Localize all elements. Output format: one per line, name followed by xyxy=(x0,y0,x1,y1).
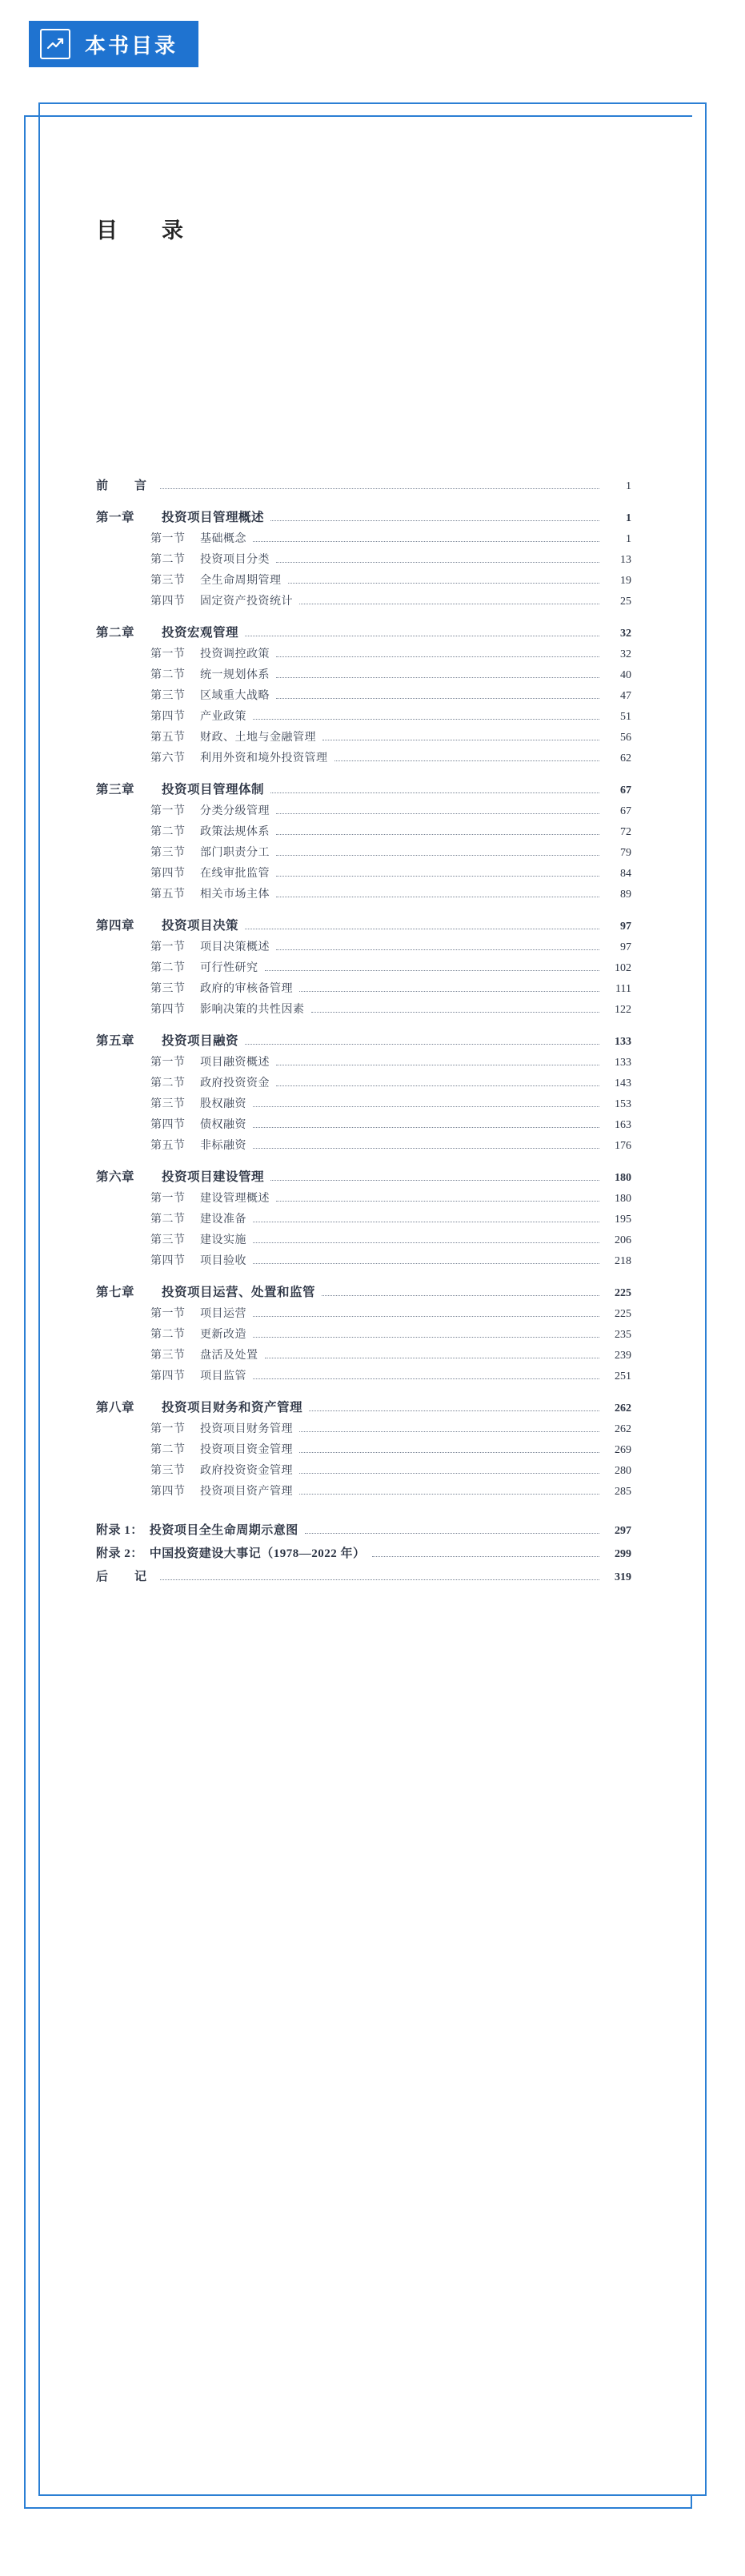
section-title: 政府投资资金 xyxy=(200,1077,270,1089)
toc-label xyxy=(96,1035,238,1048)
section-number: 第三节 xyxy=(150,847,186,859)
toc-section[interactable] xyxy=(96,1057,631,1069)
toc-section[interactable] xyxy=(96,1235,631,1246)
leader-dots xyxy=(253,719,599,720)
toc-page-number: 47 xyxy=(620,690,631,702)
section-number: 第五节 xyxy=(150,732,186,744)
section-title: 投资项目分类 xyxy=(200,554,270,566)
toc-section[interactable] xyxy=(96,827,631,838)
toc-chapter[interactable] xyxy=(96,784,631,901)
toc-section[interactable] xyxy=(96,1194,631,1205)
section-number: 第三节 xyxy=(150,983,186,995)
section-title: 项目验收 xyxy=(200,1255,246,1267)
toc-page-number: 176 xyxy=(615,1140,631,1152)
toc-label xyxy=(96,1402,302,1414)
toc-label xyxy=(150,869,270,880)
toc-page-number: 206 xyxy=(615,1234,631,1246)
leader-dots xyxy=(288,583,600,584)
toc-chapter[interactable] xyxy=(96,512,631,608)
leader-dots xyxy=(253,1378,599,1379)
toc-section[interactable] xyxy=(96,712,631,723)
section-number: 第三节 xyxy=(150,690,186,702)
toc-appendix-group xyxy=(96,1525,631,1583)
leader-dots xyxy=(322,1295,599,1296)
section-title: 建设实施 xyxy=(200,1234,246,1246)
toc-page-number: 133 xyxy=(615,1057,631,1069)
toc-section[interactable] xyxy=(96,984,631,995)
leader-dots xyxy=(276,876,599,877)
toc-label xyxy=(150,1141,246,1152)
toc-label xyxy=(150,1194,270,1205)
section-title: 投资项目财务管理 xyxy=(200,1423,293,1435)
toc-label xyxy=(96,512,264,524)
section-number: 第一节 xyxy=(150,533,186,545)
toc-page-number: 262 xyxy=(615,1402,631,1414)
section-title: 区域重大战略 xyxy=(200,690,270,702)
section-number: 第四节 xyxy=(150,1370,186,1382)
leader-dots xyxy=(253,1148,599,1149)
toc-page-number: 269 xyxy=(615,1444,631,1456)
toc-section[interactable] xyxy=(96,596,631,608)
leader-dots xyxy=(276,949,599,950)
section-number: 第四节 xyxy=(150,1486,186,1498)
leader-dots xyxy=(265,970,600,971)
section-title: 利用外资和境外投资管理 xyxy=(200,752,328,764)
toc-section[interactable] xyxy=(96,1078,631,1089)
toc-page-number: 1 xyxy=(626,533,631,545)
section-number: 第三节 xyxy=(150,1098,186,1110)
chapter-number: 第二章 xyxy=(96,626,135,640)
toc-page-number: 1 xyxy=(626,480,631,492)
toc-label xyxy=(96,627,238,640)
section-number: 第一节 xyxy=(150,1057,186,1069)
leader-dots xyxy=(299,991,599,992)
section-title: 盘活及处置 xyxy=(200,1350,258,1362)
toc-section[interactable] xyxy=(96,1371,631,1382)
section-title: 分类分级管理 xyxy=(200,805,270,817)
toc-page-number: 218 xyxy=(615,1255,631,1267)
chapter-title: 投资项目决策 xyxy=(162,919,239,933)
toc-page-number: 163 xyxy=(615,1119,631,1131)
toc-label xyxy=(150,1350,258,1362)
toc-page-number: 19 xyxy=(620,575,631,587)
toc-page-number: 32 xyxy=(620,648,631,660)
leader-dots xyxy=(299,1452,599,1453)
toc-section[interactable] xyxy=(96,555,631,566)
toc-section[interactable] xyxy=(96,670,631,681)
toc-label xyxy=(150,806,270,817)
section-title: 部门职责分工 xyxy=(200,847,270,859)
toc-label xyxy=(150,1256,246,1267)
toc-label xyxy=(150,827,270,838)
chapter-title: 投资项目融资 xyxy=(162,1034,239,1048)
toc-label xyxy=(150,534,246,545)
section-title: 项目决策概述 xyxy=(200,941,270,953)
toc-section[interactable] xyxy=(96,1445,631,1456)
toc-section[interactable] xyxy=(96,942,631,953)
section-number: 第四节 xyxy=(150,596,186,608)
chart-line-icon xyxy=(40,29,70,59)
leader-dots xyxy=(160,488,599,489)
section-title: 投资项目资金管理 xyxy=(200,1444,293,1456)
toc-page-number: 67 xyxy=(620,805,631,817)
chapter-number: 第七章 xyxy=(96,1286,135,1299)
toc-section[interactable] xyxy=(96,576,631,587)
toc-page-number: 67 xyxy=(620,784,631,796)
toc-label xyxy=(96,784,264,796)
toc-label xyxy=(150,1078,270,1089)
toc-page-number: 133 xyxy=(615,1036,631,1048)
toc-label: 附录 2： 中国投资建设大事记（1978—2022 年） xyxy=(96,1547,366,1560)
toc-label xyxy=(150,1445,293,1456)
toc-page-number: 62 xyxy=(620,752,631,764)
toc-label xyxy=(150,1099,246,1110)
toc-section[interactable] xyxy=(96,889,631,901)
toc-page-number: 285 xyxy=(615,1486,631,1498)
section-number: 第二节 xyxy=(150,554,186,566)
toc-page-number: 195 xyxy=(615,1214,631,1226)
page-title: 目 录 xyxy=(96,219,194,243)
toc-section[interactable] xyxy=(96,869,631,880)
section-number: 第一节 xyxy=(150,1423,186,1435)
leader-dots xyxy=(276,834,599,835)
chapter-title: 投资项目管理体制 xyxy=(162,783,265,796)
toc-section[interactable] xyxy=(96,1214,631,1226)
toc-page-number: 143 xyxy=(615,1077,631,1089)
toc-page-number: 84 xyxy=(620,868,631,880)
toc-page-number: 225 xyxy=(615,1308,631,1320)
toc-label xyxy=(150,1120,246,1131)
section-number: 第四节 xyxy=(150,868,186,880)
toc-section[interactable] xyxy=(96,753,631,764)
leader-dots xyxy=(270,1180,599,1181)
chapter-number: 第六章 xyxy=(96,1170,135,1184)
toc-chapter[interactable] xyxy=(96,627,631,764)
section-title: 影响决策的共性因素 xyxy=(200,1004,305,1016)
leader-dots xyxy=(276,855,599,856)
section-title: 建设管理概述 xyxy=(200,1193,270,1205)
chapter-title: 投资项目管理概述 xyxy=(162,511,265,524)
toc-page-number: 280 xyxy=(615,1465,631,1477)
section-title: 项目融资概述 xyxy=(200,1057,270,1069)
toc-page-number: 102 xyxy=(615,962,631,974)
toc-label xyxy=(150,1214,246,1226)
section-number: 第二节 xyxy=(150,1329,186,1341)
section-title: 统一规划体系 xyxy=(200,669,270,681)
leader-dots xyxy=(245,1044,599,1045)
toc-section[interactable] xyxy=(96,1141,631,1152)
toc-label xyxy=(150,1371,246,1382)
toc-page-number: 180 xyxy=(615,1193,631,1205)
toc-section[interactable] xyxy=(96,1005,631,1016)
leader-dots xyxy=(299,1494,599,1495)
toc-label xyxy=(150,732,316,744)
section-number: 第一节 xyxy=(150,1193,186,1205)
toc-label xyxy=(150,1424,293,1435)
toc-label xyxy=(150,1487,293,1498)
section-number: 第四节 xyxy=(150,1004,186,1016)
section-title: 投资调控政策 xyxy=(200,648,270,660)
section-title: 可行性研究 xyxy=(200,962,258,974)
leader-dots xyxy=(276,813,599,814)
toc-entry-appendix[interactable] xyxy=(96,1525,631,1537)
leader-dots xyxy=(253,1242,599,1243)
section-number: 第三节 xyxy=(150,575,186,587)
leader-dots xyxy=(299,1473,599,1474)
leader-dots xyxy=(276,1201,599,1202)
toc-page-number: 122 xyxy=(615,1004,631,1016)
toc-label xyxy=(150,555,270,566)
chapter-number: 第五章 xyxy=(96,1034,135,1048)
leader-dots xyxy=(253,541,599,542)
table-of-contents xyxy=(72,480,660,1583)
toc-page-number: 111 xyxy=(615,983,631,995)
section-number: 第六节 xyxy=(150,752,186,764)
toc-label xyxy=(150,596,293,608)
leader-dots xyxy=(253,1337,599,1338)
toc-label xyxy=(150,848,270,859)
section-number: 第二节 xyxy=(150,669,186,681)
section-number: 第四节 xyxy=(150,711,186,723)
toc-chapter[interactable] xyxy=(96,1035,631,1152)
toc-section[interactable] xyxy=(96,534,631,545)
toc-section[interactable] xyxy=(96,1424,631,1435)
toc-label xyxy=(150,963,258,974)
toc-page-number: 1 xyxy=(626,512,631,524)
toc-section[interactable] xyxy=(96,848,631,859)
section-title: 建设准备 xyxy=(200,1214,246,1226)
leader-dots xyxy=(309,1410,599,1411)
leader-dots xyxy=(253,1316,599,1317)
leader-dots xyxy=(270,520,599,521)
toc-label xyxy=(150,1057,270,1069)
section-number: 第二节 xyxy=(150,1214,186,1226)
toc-page-number: 319 xyxy=(615,1571,631,1583)
toc-label xyxy=(150,670,270,681)
toc-page-number: 97 xyxy=(620,941,631,953)
toc-page-number: 72 xyxy=(620,826,631,838)
toc-chapter[interactable] xyxy=(96,1286,631,1382)
leader-dots xyxy=(253,1127,599,1128)
toc-label xyxy=(150,649,270,660)
toc-page-number: 13 xyxy=(620,554,631,566)
toc-label xyxy=(150,712,246,723)
section-title: 在线审批监管 xyxy=(200,868,270,880)
leader-dots xyxy=(305,1533,599,1534)
leader-dots xyxy=(276,1085,599,1086)
toc-page-number: 299 xyxy=(615,1548,631,1560)
section-number: 第五节 xyxy=(150,889,186,901)
section-number: 第二节 xyxy=(150,826,186,838)
toc-label xyxy=(96,1286,315,1299)
header-title: 本书目录 xyxy=(85,33,178,58)
chapter-number: 第八章 xyxy=(96,1401,135,1414)
leader-dots xyxy=(372,1556,599,1557)
section-title: 产业政策 xyxy=(200,711,246,723)
toc-page-number: 153 xyxy=(615,1098,631,1110)
toc-chapter[interactable] xyxy=(96,1402,631,1498)
chapter-number: 第三章 xyxy=(96,783,135,796)
toc-label xyxy=(150,1309,246,1320)
toc-label xyxy=(150,1330,246,1341)
toc-entry-front-matter[interactable] xyxy=(96,480,631,492)
toc-section[interactable] xyxy=(96,732,631,744)
toc-entry-appendix[interactable] xyxy=(96,1548,631,1560)
toc-section[interactable] xyxy=(96,1120,631,1131)
section-number: 第一节 xyxy=(150,648,186,660)
toc-section[interactable] xyxy=(96,963,631,974)
section-number: 第四节 xyxy=(150,1119,186,1131)
toc-label xyxy=(150,576,282,587)
toc-label: 前 言 xyxy=(96,479,154,492)
toc-label: 附录 1： 投资项目全生命周期示意图 xyxy=(96,1524,298,1537)
toc-page-number: 235 xyxy=(615,1329,631,1341)
toc-label xyxy=(150,691,270,702)
toc-section[interactable] xyxy=(96,1466,631,1477)
toc-page-number: 79 xyxy=(620,847,631,859)
section-number: 第二节 xyxy=(150,1077,186,1089)
leader-dots xyxy=(270,792,599,793)
toc-section[interactable] xyxy=(96,1256,631,1267)
toc-page-number: 239 xyxy=(615,1350,631,1362)
toc-section[interactable] xyxy=(96,1309,631,1320)
toc-entry-postscript[interactable] xyxy=(96,1571,631,1583)
section-number: 第二节 xyxy=(150,1444,186,1456)
toc-page-number: 297 xyxy=(615,1525,631,1537)
leader-dots xyxy=(276,656,599,657)
section-number: 第三节 xyxy=(150,1350,186,1362)
leader-dots xyxy=(253,1263,599,1264)
section-title: 全生命周期管理 xyxy=(200,575,282,587)
leader-dots xyxy=(334,760,600,761)
toc-section[interactable] xyxy=(96,691,631,702)
section-title: 固定资产投资统计 xyxy=(200,596,293,608)
toc-label xyxy=(150,1005,305,1016)
chapter-number: 第四章 xyxy=(96,919,135,933)
toc-section[interactable] xyxy=(96,649,631,660)
leader-dots xyxy=(160,1579,599,1580)
section-title: 投资项目资产管理 xyxy=(200,1486,293,1498)
section-number: 第三节 xyxy=(150,1234,186,1246)
section-title: 相关市场主体 xyxy=(200,889,270,901)
toc-label xyxy=(150,753,328,764)
section-number: 第四节 xyxy=(150,1255,186,1267)
leader-dots xyxy=(276,698,599,699)
section-title: 政府投资资金管理 xyxy=(200,1465,293,1477)
leader-dots xyxy=(299,1431,599,1432)
leader-dots xyxy=(311,1012,600,1013)
section-title: 股权融资 xyxy=(200,1098,246,1110)
leader-dots xyxy=(276,562,599,563)
toc-label xyxy=(150,1235,246,1246)
toc-page-number: 225 xyxy=(615,1287,631,1299)
chapter-title: 投资宏观管理 xyxy=(162,626,239,640)
toc-page-number: 262 xyxy=(615,1423,631,1435)
toc-page-number: 56 xyxy=(620,732,631,744)
toc-chapter[interactable] xyxy=(96,920,631,1016)
toc-section[interactable] xyxy=(96,1350,631,1362)
toc-section[interactable] xyxy=(96,806,631,817)
toc-label xyxy=(150,1466,293,1477)
chapter-number: 第一章 xyxy=(96,511,135,524)
toc-page-number: 25 xyxy=(620,596,631,608)
section-title: 项目运营 xyxy=(200,1308,246,1320)
leader-dots xyxy=(276,677,599,678)
toc-section[interactable] xyxy=(96,1099,631,1110)
section-number: 第一节 xyxy=(150,805,186,817)
toc-label xyxy=(150,889,270,901)
toc-label xyxy=(96,920,238,933)
toc-label xyxy=(150,942,270,953)
toc-content xyxy=(40,117,692,2494)
toc-label xyxy=(150,984,293,995)
section-title: 债权融资 xyxy=(200,1119,246,1131)
header-banner xyxy=(29,21,198,67)
toc-page-number: 180 xyxy=(615,1172,631,1184)
toc-label xyxy=(96,1171,264,1184)
section-title: 政策法规体系 xyxy=(200,826,270,838)
section-title: 非标融资 xyxy=(200,1140,246,1152)
toc-section[interactable] xyxy=(96,1487,631,1498)
section-number: 第三节 xyxy=(150,1465,186,1477)
section-title: 更新改造 xyxy=(200,1329,246,1341)
toc-label: 后 记 xyxy=(96,1571,154,1583)
section-number: 第五节 xyxy=(150,1140,186,1152)
toc-page-number: 32 xyxy=(620,628,631,640)
section-title: 基础概念 xyxy=(200,533,246,545)
section-number: 第二节 xyxy=(150,962,186,974)
toc-page-number: 97 xyxy=(620,921,631,933)
section-title: 财政、土地与金融管理 xyxy=(200,732,316,744)
toc-page-number: 40 xyxy=(620,669,631,681)
section-number: 第一节 xyxy=(150,1308,186,1320)
toc-page-number: 89 xyxy=(620,889,631,901)
leader-dots xyxy=(253,1106,599,1107)
chapter-title: 投资项目运营、处置和监管 xyxy=(162,1286,316,1299)
toc-section[interactable] xyxy=(96,1330,631,1341)
section-number: 第一节 xyxy=(150,941,186,953)
section-title: 项目监管 xyxy=(200,1370,246,1382)
section-title: 政府的审核备管理 xyxy=(200,983,293,995)
toc-chapter[interactable] xyxy=(96,1171,631,1267)
toc-page-number: 51 xyxy=(620,711,631,723)
chapter-title: 投资项目建设管理 xyxy=(162,1170,265,1184)
toc-page-number: 251 xyxy=(615,1370,631,1382)
chapter-title: 投资项目财务和资产管理 xyxy=(162,1401,303,1414)
